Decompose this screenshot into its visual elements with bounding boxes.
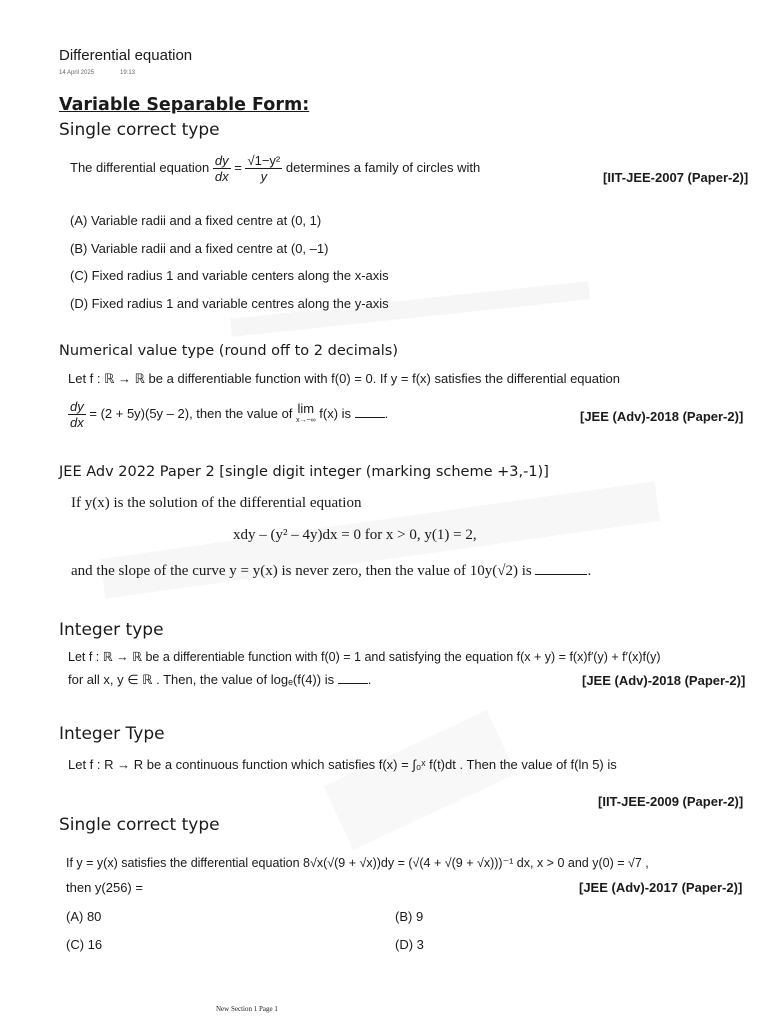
q6-source: [JEE (Adv)-2017 (Paper-2)] [579, 880, 743, 895]
q4-line2 [68, 672, 371, 688]
q4-line1: Let f : ℝ → ℝ be a differentiable function with f(0) = 1 and satisfying the equation f(x + y) = f(x)f′(y) + f′(x)f(y) [68, 650, 661, 664]
date-stamp: 14 April 2025 [59, 70, 95, 76]
q1-option-a: (A) Variable radii and a fixed centre at (0, 1) [70, 213, 322, 228]
q2-fraction-dydx [68, 399, 86, 430]
q3-answer-blank [535, 563, 587, 575]
q2-line2 [68, 399, 388, 430]
q2-line1: Let f : ℝ → ℝ be a differentiable function with f(0) = 0. If y = f(x) satisfies the differential equation [68, 371, 620, 386]
q2-num: dy [70, 399, 84, 414]
q1-den: dx [214, 169, 229, 184]
q1-text-pre: The differential equation [70, 159, 210, 175]
q2-end: . [384, 405, 389, 421]
q5-source: [IIT-JEE-2009 (Paper-2)] [598, 794, 744, 809]
q1-option-d: (D) Fixed radius 1 and variable centres along the y-axis [70, 296, 389, 311]
q5-line1: Let f : R → R be a continuous function which satisfies f(x) = ∫₀ˣ f(t)dt . Then the value of f(ln 5) is [68, 757, 617, 772]
q2-answer-blank [355, 406, 385, 418]
q4-type: Integer type [59, 620, 164, 640]
q1-fraction-rhs [245, 153, 282, 184]
q4-source: [JEE (Adv)-2018 (Paper-2)] [582, 673, 746, 688]
q6-line1: If y = y(x) satisfies the differential equation 8√x(√(9 + √x))dy = (√(4 + √(9 + √x)))⁻¹ dx, x > 0 and y(0) = √7 , [66, 856, 649, 870]
q4-end: . [367, 672, 372, 687]
q6-option-a: (A) 80 [66, 909, 102, 924]
q1-den2: y [260, 169, 268, 184]
q3-type: JEE Adv 2022 Paper 2 [single digit integer (marking scheme +3,-1)] [59, 464, 549, 480]
q1-text-post: determines a family of circles with [285, 159, 481, 175]
q1-option-c: (C) Fixed radius 1 and variable centers along the x-axis [70, 268, 389, 283]
q4-line2-text: for all x, y ∈ ℝ . Then, the value of logₑ(f(4)) is [68, 672, 335, 687]
watermark-band-3 [324, 710, 517, 850]
q1-fraction-dydx [213, 153, 231, 184]
q2-lim-sub: x→−∞ [296, 416, 316, 424]
q6-option-d: (D) 3 [395, 937, 424, 952]
q2-lim: lim [297, 400, 315, 416]
q1-eq: = [234, 159, 242, 175]
q5-type: Integer Type [59, 724, 165, 744]
page-title: Differential equation [59, 47, 193, 64]
q2-source: [JEE (Adv)-2018 (Paper-2)] [580, 409, 744, 424]
q2-type: Numerical value type (round off to 2 decimals) [59, 343, 398, 359]
q6-option-c: (C) 16 [66, 937, 103, 952]
q6-line2: then y(256) = [66, 880, 143, 895]
q3-line3 [71, 563, 591, 580]
q2-limit [296, 400, 316, 427]
q1-type: Single correct type [59, 120, 220, 140]
q1-option-b: (B) Variable radii and a fixed centre at (0, –1) [70, 241, 329, 256]
q3-end: . [587, 563, 592, 579]
page-footer: New Section 1 Page 1 [216, 1005, 278, 1013]
q1-num2: √1−y² [247, 153, 281, 168]
q2-fx: f(x) is [319, 405, 352, 421]
q3-line1: If y(x) is the solution of the differential equation [71, 495, 362, 511]
q6-option-b: (B) 9 [395, 909, 424, 924]
q1-num: dy [214, 153, 229, 168]
q2-den: dx [70, 415, 84, 430]
q1-source: [IIT-JEE-2007 (Paper-2)] [603, 170, 749, 185]
section-title: Variable Separable Form: [59, 95, 310, 115]
time-stamp: 19:13 [120, 70, 136, 76]
q3-line3-text: and the slope of the curve y = y(x) is never zero, then the value of 10y(√2) is [71, 563, 532, 579]
q3-line2: xdy – (y² – 4y)dx = 0 for x > 0, y(1) = 2, [233, 527, 477, 543]
q1-stem [70, 153, 480, 184]
q4-answer-blank [338, 672, 368, 684]
q6-type: Single correct type [59, 815, 220, 835]
q2-eq: = (2 + 5y)(5y – 2), then the value of [89, 405, 293, 421]
